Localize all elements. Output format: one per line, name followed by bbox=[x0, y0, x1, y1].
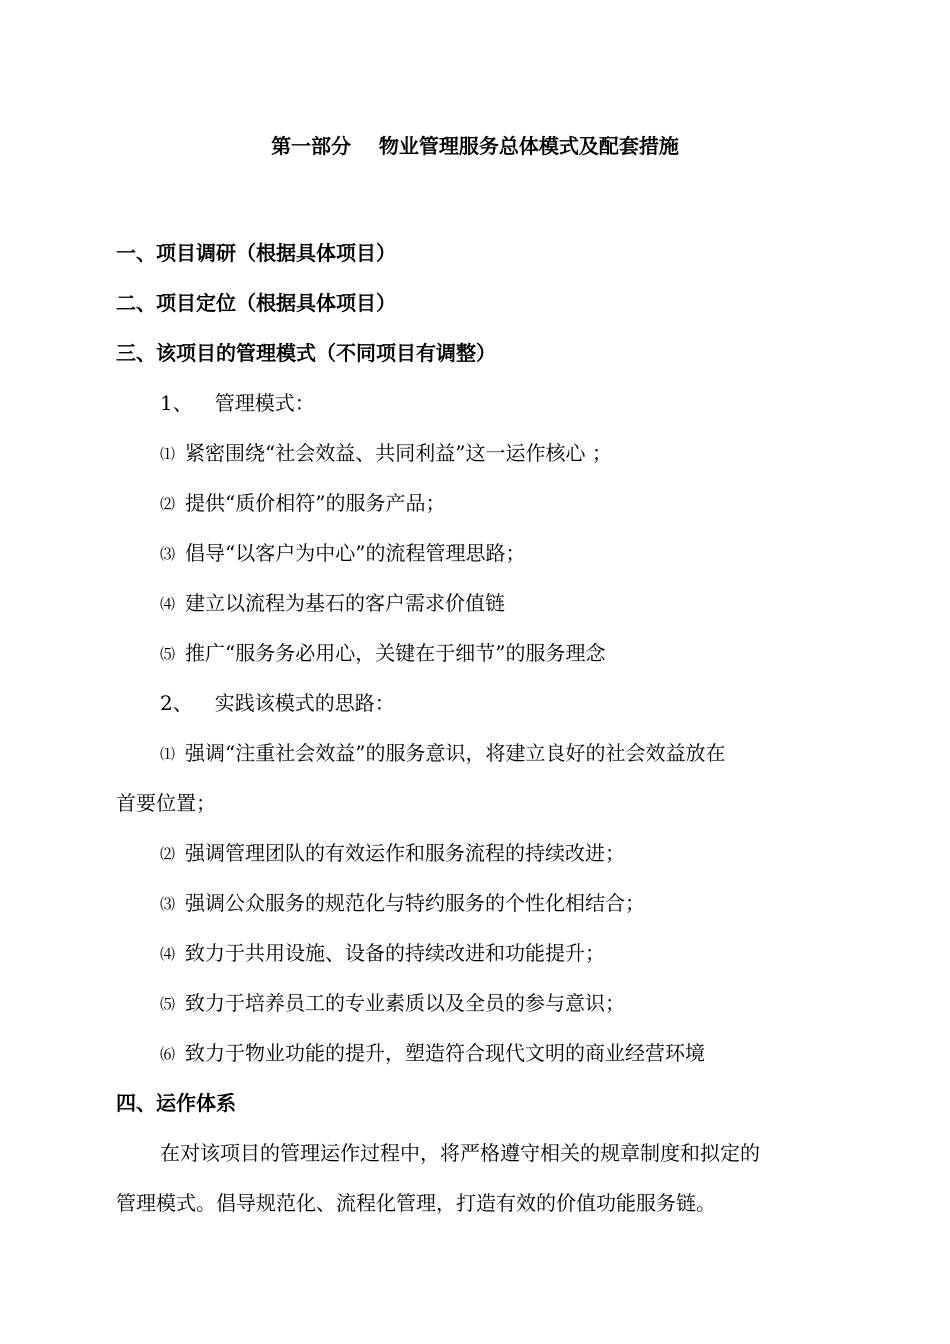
list-item bbox=[116, 628, 836, 678]
list-item-number: ⑶ bbox=[160, 895, 176, 913]
list-item-text: 强调公众服务的规范化与特约服务的个性化相结合； bbox=[185, 891, 646, 915]
section-heading-management-mode: 三、该项目的管理模式（不同项目有调整） bbox=[116, 341, 496, 365]
list-item-number: ⑷ bbox=[160, 595, 176, 613]
list-item-number: ⑹ bbox=[160, 1045, 176, 1063]
list-item-continuation: 首要位置； bbox=[116, 791, 216, 815]
section-heading-research: 一、项目调研（根据具体项目） bbox=[116, 241, 396, 265]
list-item-number: ⑸ bbox=[160, 645, 176, 663]
paragraph-line: 管理模式。倡导规范化、流程化管理，打造有效的价值功能服务链。 bbox=[116, 1191, 716, 1215]
subheading-practice bbox=[116, 678, 836, 728]
list-item bbox=[116, 978, 836, 1028]
list-item bbox=[116, 828, 836, 878]
list-item-text: 紧密围绕“社会效益、共同利益”这一运作核心 ； bbox=[185, 441, 612, 465]
list-item-text: 倡导“以客户为中心”的流程管理思路； bbox=[185, 541, 526, 565]
list-item bbox=[116, 478, 836, 528]
list-item-number: ⑸ bbox=[160, 995, 176, 1013]
document-title: 第一部分 物业管理服务总体模式及配套措施 bbox=[271, 134, 679, 158]
list-item-text: 致力于物业功能的提升，塑造符合现代文明的商业经营环境 bbox=[185, 1041, 706, 1065]
subheading-text: 管理模式： bbox=[214, 391, 315, 415]
subheading-number: 1、 bbox=[160, 391, 193, 415]
list-item bbox=[116, 728, 836, 778]
list-item-text: 致力于培养员工的专业素质以及全员的参与意识； bbox=[185, 991, 626, 1015]
paragraph-line: 在对该项目的管理运作过程中，将严格遵守相关的规章制度和拟定的 bbox=[160, 1141, 760, 1165]
list-item bbox=[116, 428, 836, 478]
list-item-number: ⑴ bbox=[160, 745, 176, 763]
subheading-management-mode bbox=[116, 378, 836, 428]
list-item-text: 强调管理团队的有效运作和服务流程的持续改进； bbox=[185, 841, 626, 865]
list-item-text: 强调“注重社会效益”的服务意识，将建立良好的社会效益放在 bbox=[185, 741, 726, 765]
list-item-number: ⑴ bbox=[160, 445, 176, 463]
list-item-text: 提供“质价相符”的服务产品； bbox=[185, 491, 446, 515]
document-body bbox=[116, 228, 836, 1228]
list-item bbox=[116, 578, 836, 628]
list-item-number: ⑵ bbox=[160, 495, 176, 513]
list-item-text: 致力于共用设施、设备的持续改进和功能提升； bbox=[185, 941, 606, 965]
list-item-text: 建立以流程为基石的客户需求价值链 bbox=[185, 591, 506, 615]
list-item bbox=[116, 928, 836, 978]
section-heading-positioning: 二、项目定位（根据具体项目） bbox=[116, 291, 396, 315]
list-item-text: 推广“服务务必用心，关键在于细节”的服务理念 bbox=[185, 641, 606, 665]
list-item-number: ⑵ bbox=[160, 845, 176, 863]
list-item-number: ⑷ bbox=[160, 945, 176, 963]
list-item-number: ⑶ bbox=[160, 545, 176, 563]
list-item bbox=[116, 878, 836, 928]
list-item bbox=[116, 528, 836, 578]
subheading-text: 实践该模式的思路： bbox=[214, 691, 395, 715]
subheading-number: 2、 bbox=[160, 691, 193, 715]
section-heading-operation-system: 四、运作体系 bbox=[116, 1091, 236, 1115]
list-item bbox=[116, 1028, 836, 1078]
